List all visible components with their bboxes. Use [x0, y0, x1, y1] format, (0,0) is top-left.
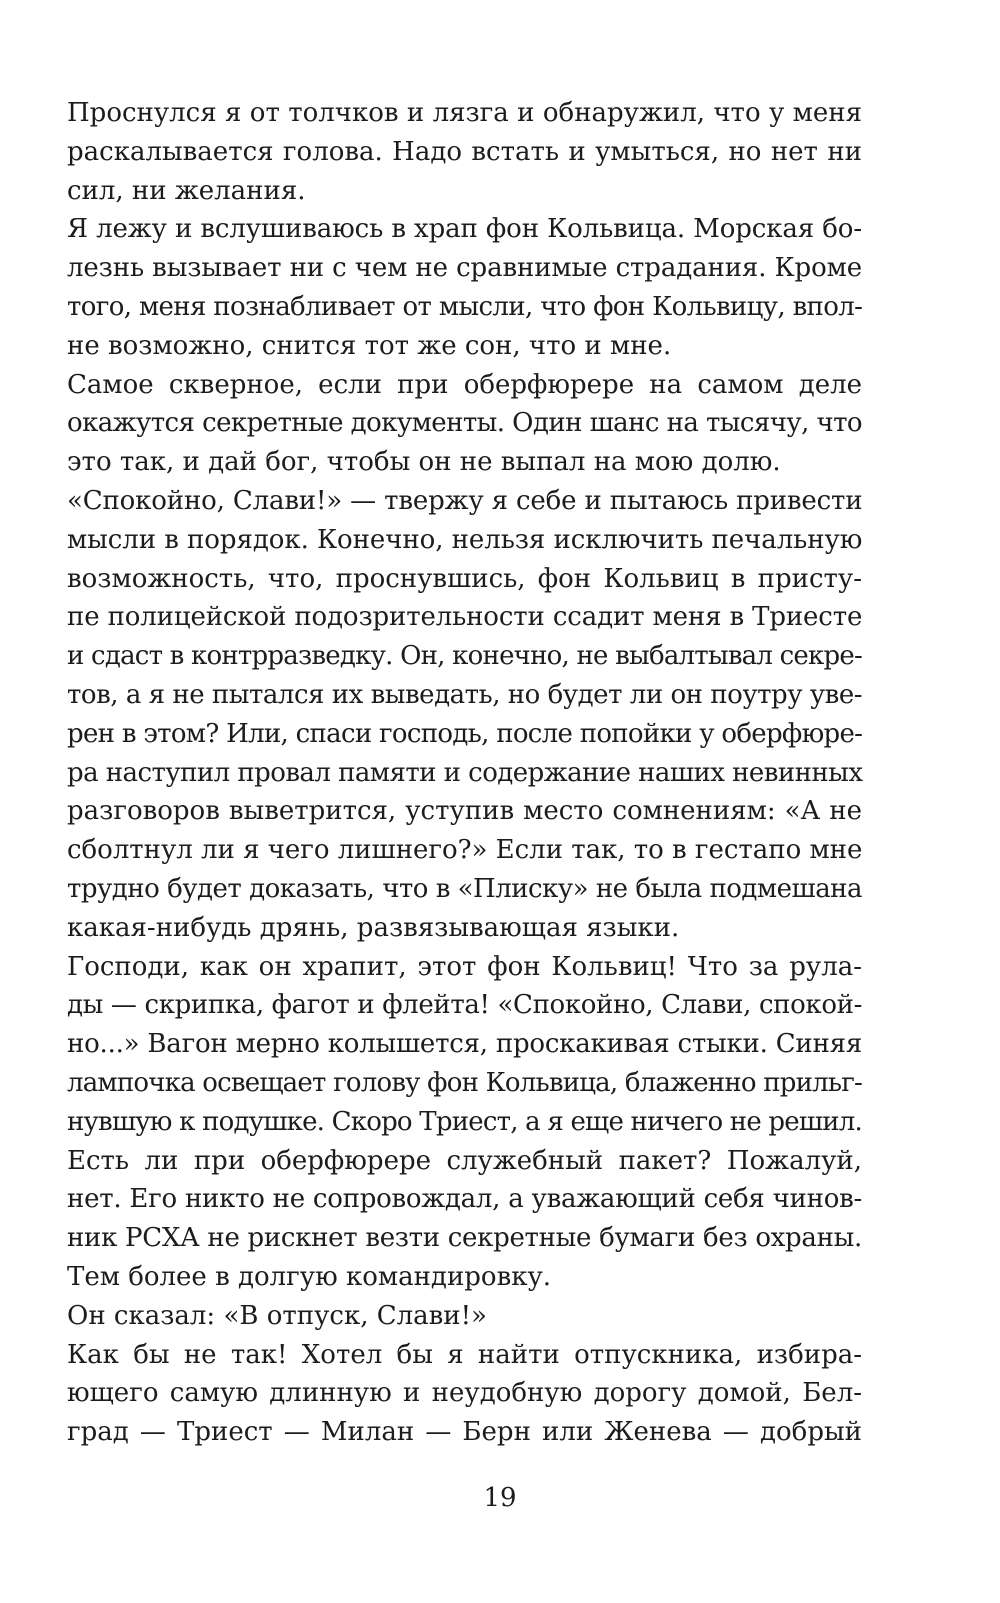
text-line: Проснулся я от толчков и лязга и обнаружил, что у меня	[67, 98, 862, 128]
text-line: разговоров выветрится, уступив место сомнениям: «А не	[67, 796, 862, 827]
text-line: лампочка освещает голову фон Кольвица, блаженно прильг-	[67, 1067, 862, 1098]
text-line: это так, и дай бог, чтобы он не выпал на мою долю.	[67, 447, 781, 478]
text-line: нет. Его никто не сопровождал, а уважающий себя чинов-	[67, 1184, 862, 1215]
page-number: 19	[483, 1483, 517, 1513]
text-line: ра наступил провал памяти и содержание наших невинных	[67, 757, 863, 788]
text-line: возможность, что, проснувшись, фон Кольвиц в присту-	[67, 563, 862, 594]
text-line: и сдаст в контрразведку. Он, конечно, не выбалтывал секре-	[67, 641, 862, 672]
text-line: сболтнул ли я чего лишнего?» Если так, то в гестапо мне	[67, 835, 863, 866]
text-line: «Спокойно, Слави!» — твержу я себе и пытаюсь привести	[67, 485, 863, 516]
text-line: Тем более в долгую командировку.	[67, 1261, 552, 1292]
text-line: пе полицейской подозрительности ссадит меня в Триесте	[67, 602, 863, 633]
text-line: ды — скрипка, фагот и флейта! «Спокойно, Слави, спокой-	[67, 990, 862, 1021]
text-line: Господи, как он храпит, этот фон Кольвиц! Что за рула-	[67, 951, 862, 982]
text-line: ник РСХА не рискнет везти секретные бумаги без охраны.	[67, 1223, 862, 1254]
text-line: ющего самую длинную и неудобную дорогу домой, Бел-	[67, 1378, 862, 1409]
text-line: того, меня познабливает от мысли, что фон Кольвицу, впол-	[67, 291, 863, 322]
text-line: не возможно, снится тот же сон, что и мне.	[67, 330, 672, 361]
text-line: Самое скверное, если при оберфюрере на самом деле	[67, 369, 862, 400]
text-line: Как бы не так! Хотел бы я найти отпускника, избира-	[67, 1339, 862, 1370]
text-line: мысли в порядок. Конечно, нельзя исключить печальную	[67, 524, 863, 555]
body-text	[67, 94, 862, 1452]
text-line: Он сказал: «В отпуск, Слави!»	[67, 1300, 487, 1331]
text-line: какая-нибудь дрянь, развязывающая языки.	[67, 912, 680, 943]
text-line: раскалывается голова. Надо встать и умыться, но нет ни	[67, 136, 862, 167]
text-line: Я лежу и вслушиваюсь в храп фон Кольвица. Морская бо-	[67, 214, 862, 245]
text-line: сил, ни желания.	[67, 175, 306, 206]
text-line: лезнь вызывает ни с чем не сравнимые страдания. Кроме	[67, 253, 862, 284]
text-line: град — Триест — Милан — Берн или Женева — добрый	[67, 1417, 862, 1448]
text-line: окажутся секретные документы. Один шанс на тысячу, что	[67, 408, 862, 439]
text-line: Есть ли при оберфюрере служебный пакет? Пожалуй,	[67, 1145, 862, 1176]
text-line: рен в этом? Или, спаси господь, после попойки у оберфюре-	[67, 718, 863, 749]
text-line: нувшую к подушке. Скоро Триест, а я еще ничего не решил.	[67, 1106, 863, 1137]
text-line: тов, а я не пытался их выведать, но будет ли он поутру уве-	[67, 679, 863, 710]
text-line: но...» Вагон мерно колышется, проскакивая стыки. Синяя	[67, 1029, 862, 1060]
text-line: трудно будет доказать, что в «Плиску» не была подмешана	[67, 873, 862, 904]
